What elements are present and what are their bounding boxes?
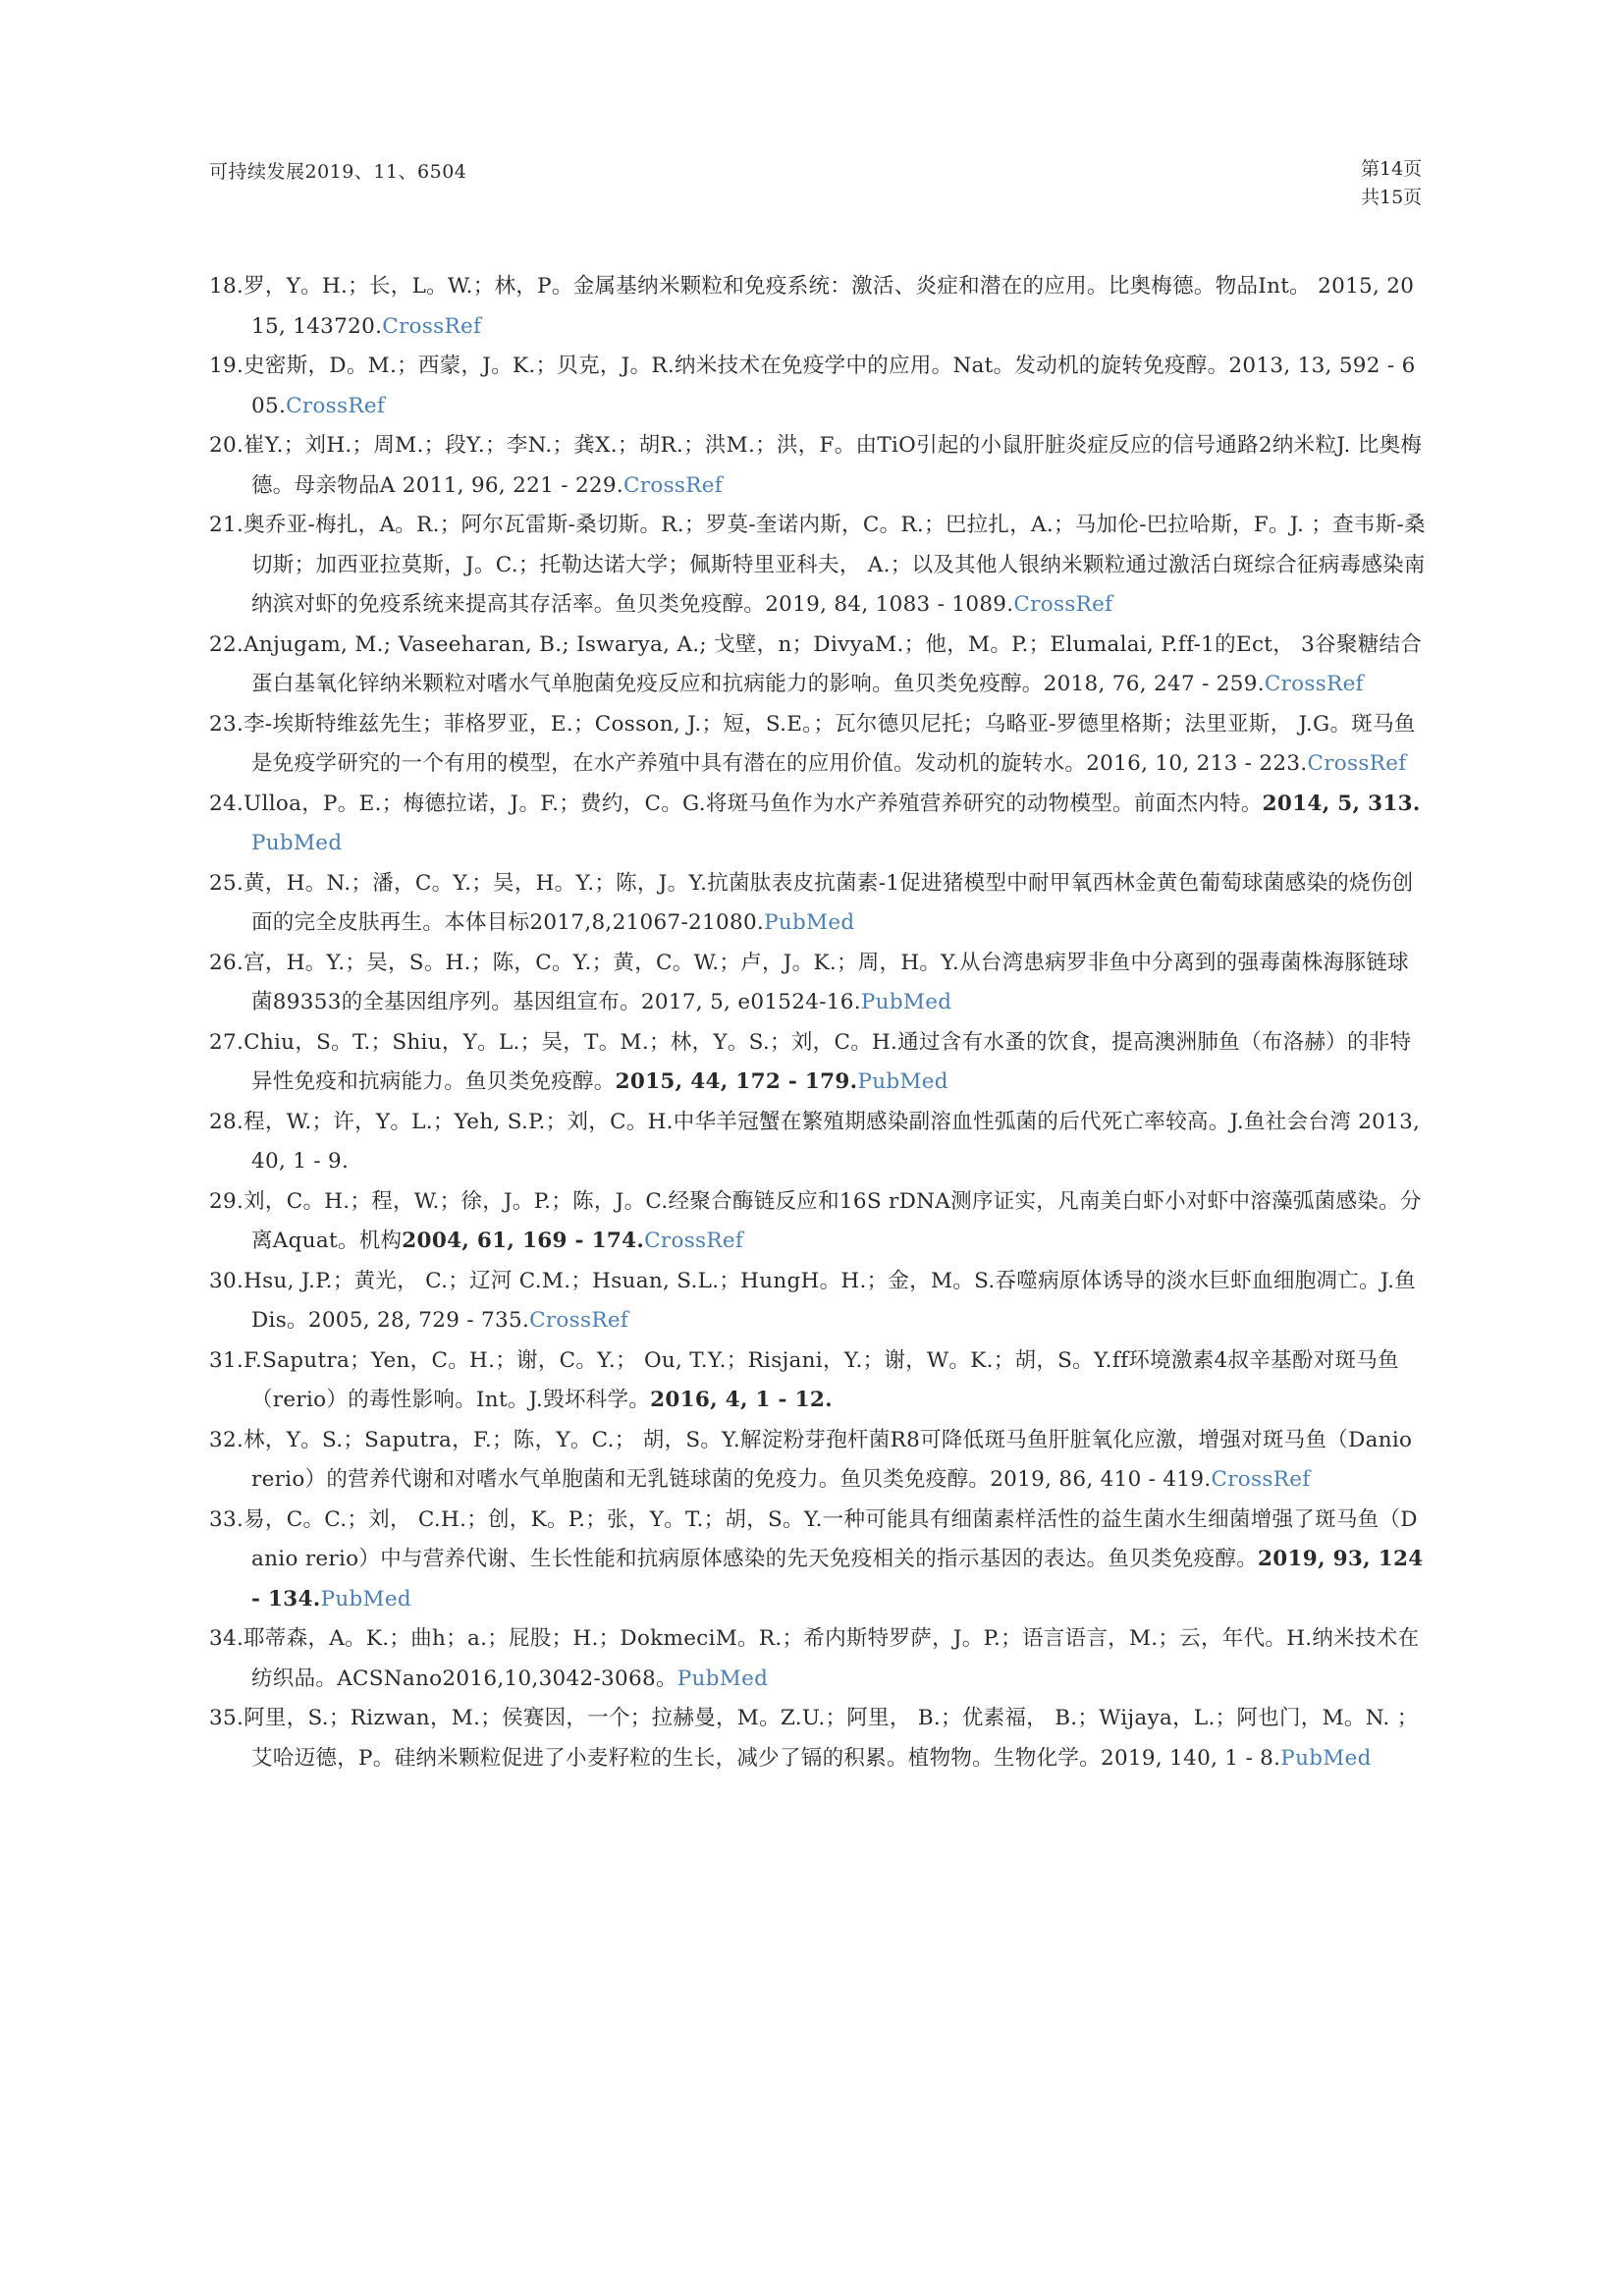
- reference-item: [209, 1619, 1427, 1699]
- page-number: 第14页: [1361, 158, 1423, 180]
- pubmed-link[interactable]: PubMed: [676, 1666, 769, 1691]
- reference-list: [209, 267, 1427, 1778]
- reference-number: 28.: [209, 1109, 244, 1134]
- reference-text: 刘，C。H.；程，W.；徐，J。P.；陈，J。C.经聚合酶链反应和16S rDNA测序证实，凡南美白虾小对虾中溶藻弧菌感染。分离Aquat。机构: [243, 1188, 1422, 1253]
- reference-item: [209, 705, 1427, 785]
- reference-text: 宫，H。Y.；吴，S。H.；陈，C。Y.；黄，C。W.；卢，J。K.；周，H。Y.从台湾患病罗非鱼中分离到的强毒菌株海豚链球菌89353的全基因组序列。基因组宣布。2017, 5, e01524-16.: [243, 950, 1409, 1014]
- pubmed-link[interactable]: PubMed: [857, 1069, 948, 1094]
- crossref-link[interactable]: CrossRef: [529, 1308, 629, 1333]
- reference-item: [209, 944, 1427, 1023]
- reference-text: Chiu，S。T.；Shiu，Y。L.；吴，T。M.；林，Y。S.；刘，C。H.通过含有水蚤的饮食，提高澳洲肺鱼（布洛赫）的非特异性免疫和抗病能力。鱼贝类免疫醇。: [243, 1029, 1412, 1094]
- reference-item: [209, 1182, 1427, 1262]
- crossref-link[interactable]: CrossRef: [623, 472, 724, 498]
- crossref-link[interactable]: CrossRef: [382, 313, 482, 339]
- pubmed-link[interactable]: PubMed: [764, 910, 855, 935]
- reference-item: [209, 1103, 1427, 1182]
- crossref-link[interactable]: CrossRef: [644, 1229, 744, 1253]
- reference-number: 25.: [209, 870, 244, 896]
- reference-text: 程，W.；许，Y。L.；Yeh, S.P.；刘，C。H.中华羊冠蟹在繁殖期感染副溶血性弧菌的后代死亡率较高。J.鱼社会台湾 2013, 40, 1 - 9.: [243, 1109, 1421, 1174]
- pubmed-link[interactable]: PubMed: [860, 990, 952, 1014]
- reference-text: Hsu, J.P.；黄光， C.；辽河 C.M.；Hsuan, S.L.；HungH。H.；金，M。S.吞噬病原体诱导的淡水巨虾血细胞凋亡。J.鱼Dis。2005, 28, 729 - 735.: [243, 1268, 1417, 1333]
- running-header-journal: 可持续发展2019、11、6504: [209, 161, 467, 183]
- reference-text: 黄，H。N.；潘，C。Y.；吴，H。Y.；陈，J。Y.抗菌肽表皮抗菌素-1促进猪模型中耐甲氧西林金黄色葡萄球菌感染的烧伤创面的完全皮肤再生。本体目标2017,8,21067-21080.: [243, 870, 1414, 935]
- reference-number: 30.: [209, 1268, 244, 1293]
- reference-volume: 2004, 61, 169 - 174.: [402, 1229, 645, 1253]
- reference-number: 27.: [209, 1029, 244, 1055]
- reference-number: 20.: [209, 433, 244, 458]
- crossref-link[interactable]: CrossRef: [1307, 751, 1407, 776]
- reference-number: 32.: [209, 1427, 244, 1452]
- reference-text: F.Saputra；Yen，C。H.；谢，C。Y.； Ou, T.Y.；Risjani，Y.；谢，W。K.；胡，S。Y.ff环境激素4叔辛基酚对斑马鱼（rerio）的毒性影响。Int。J.毁坏科学。: [243, 1347, 1399, 1412]
- reference-number: 22.: [209, 631, 244, 657]
- reference-item: [209, 1501, 1427, 1620]
- reference-item: [209, 1699, 1427, 1778]
- reference-number: 23.: [209, 711, 244, 737]
- reference-item: [209, 1341, 1427, 1421]
- reference-text: 阿里，S.；Rizwan，M.；侯赛因，一个；拉赫曼，M。Z.U.；阿里， B.；优素福， B.；Wijaya，L.；阿也门，M。N. ；艾哈迈德，P。硅纳米颗粒促进了小麦籽粒的生长，减少了镉的积累。植物物。生物化学。2019, 140, 1 - 8.: [243, 1706, 1419, 1771]
- reference-text: 耶蒂森，A。K.；曲h；a.；屁股；H.；DokmeciM。R.；希内斯特罗萨，J。P.；语言语言，M.；云，年代。H.纳米技术在纺织品。ACSNano2016,10,3042-3068。: [243, 1626, 1420, 1691]
- reference-text: 李-埃斯特维兹先生；菲格罗亚，E.；Cosson, J.；短，S.E。；瓦尔德贝尼托；乌略亚-罗德里格斯；法里亚斯， J.G。斑马鱼是免疫学研究的一个有用的模型，在水产养殖中具有潜在的应用价值。发动机的旋转水。2016, 10, 213 - 223.: [243, 711, 1416, 776]
- reference-volume: 2015, 44, 172 - 179.: [615, 1069, 858, 1094]
- reference-item: [209, 1262, 1427, 1341]
- reference-number: 31.: [209, 1347, 244, 1373]
- crossref-link[interactable]: CrossRef: [1013, 592, 1113, 617]
- reference-volume: 2016, 4, 1 - 12.: [650, 1388, 833, 1412]
- reference-item: [209, 785, 1427, 864]
- reference-number: 33.: [209, 1506, 244, 1532]
- reference-number: 34.: [209, 1626, 244, 1651]
- reference-text: 崔Y.；刘H.；周M.；段Y.；李N.；龚X.；胡R.；洪M.；洪，F。由TiO引起的小鼠肝脏炎症反应的信号通路2纳米粒J. 比奥梅德。母亲物品A 2011, 96, 221 - 229.: [243, 433, 1423, 498]
- reference-volume: 2014, 5, 313.: [1262, 791, 1421, 816]
- page-total: 共15页: [1361, 187, 1423, 208]
- reference-text: 史密斯，D。M.；西蒙，J。K.；贝克，J。R.纳米技术在免疫学中的应用。Nat。发动机的旋转免疫醇。2013, 13, 592 - 605.: [243, 354, 1416, 418]
- reference-text: 奥乔亚-梅扎，A。R.；阿尔瓦雷斯-桑切斯。R.；罗莫-奎诺内斯，C。R.；巴拉扎，A.；马加伦-巴拉哈斯，F。J. ；查韦斯-桑切斯；加西亚拉莫斯，J。C.；托勒达诺大学；佩斯特里亚科夫， A.；以及其他人银纳米颗粒通过激活白斑综合征病毒感染南纳滨对虾的免疫系统来提高其存活率。鱼贝类免疫醇。2019, 84, 1083 - 1089.: [243, 513, 1426, 617]
- reference-text: 易，C。C.；刘， C.H.；创，K。P.；张，Y。T.；胡，S。Y.一种可能具有细菌素样活性的益生菌水生细菌增强了斑马鱼（Danio rerio）中与营养代谢、生长性能和抗病原体感染的先天免疫相关的指示基因的表达。鱼贝类免疫醇。: [243, 1506, 1418, 1571]
- reference-item: [209, 506, 1427, 626]
- crossref-link[interactable]: CrossRef: [286, 393, 386, 418]
- pubmed-link[interactable]: PubMed: [1280, 1745, 1372, 1771]
- crossref-link[interactable]: CrossRef: [1211, 1467, 1311, 1492]
- reference-number: 24.: [209, 791, 244, 816]
- reference-item: [209, 626, 1427, 705]
- reference-number: 26.: [209, 950, 244, 975]
- running-header-page: [1361, 155, 1422, 212]
- reference-number: 21.: [209, 513, 244, 537]
- reference-item: [209, 1421, 1427, 1501]
- pubmed-link[interactable]: PubMed: [251, 831, 343, 855]
- reference-item: [209, 267, 1427, 347]
- reference-item: [209, 1023, 1427, 1103]
- reference-text: 林，Y。S.；Saputra，F.；陈，Y。C.； 胡，S。Y.解淀粉芽孢杆菌R8可降低斑马鱼肝脏氧化应激，增强对斑马鱼（Danio rerio）的营养代谢和对嗜水气单胞菌和无乳链球菌的免疫力。鱼贝类免疫醇。2019, 86, 410 - 419.: [243, 1427, 1413, 1492]
- reference-number: 18.: [209, 274, 244, 299]
- reference-text: Anjugam, M.; Vaseeharan, B.; Iswarya, A.; 戈壁，n；DivyaM.；他，M。P.；Elumalai, P.ff-1的Ect， 3谷聚糖结合蛋白基氧化锌纳米颗粒对嗜水气单胞菌免疫反应和抗病能力的影响。鱼贝类免疫醇。2018, 76, 247 - 259.: [243, 631, 1423, 696]
- reference-text: Ulloa，P。E.；梅德拉诺，J。F.；费约，C。G.将斑马鱼作为水产养殖营养研究的动物模型。前面杰内特。: [243, 791, 1263, 816]
- reference-number: 29.: [209, 1188, 244, 1214]
- reference-number: 35.: [209, 1706, 244, 1730]
- reference-item: [209, 864, 1427, 944]
- reference-item: [209, 426, 1427, 506]
- reference-text: 罗，Y。H.；长，L。W.；林，P。金属基纳米颗粒和免疫系统：激活、炎症和潜在的应用。比奥梅德。物品Int。 2015, 2015, 143720.: [243, 274, 1415, 339]
- pubmed-link[interactable]: PubMed: [320, 1586, 411, 1612]
- reference-item: [209, 347, 1427, 426]
- crossref-link[interactable]: CrossRef: [1264, 672, 1364, 696]
- reference-volume: 2019, 93, 124 - 134.: [251, 1547, 1424, 1612]
- reference-number: 19.: [209, 354, 244, 378]
